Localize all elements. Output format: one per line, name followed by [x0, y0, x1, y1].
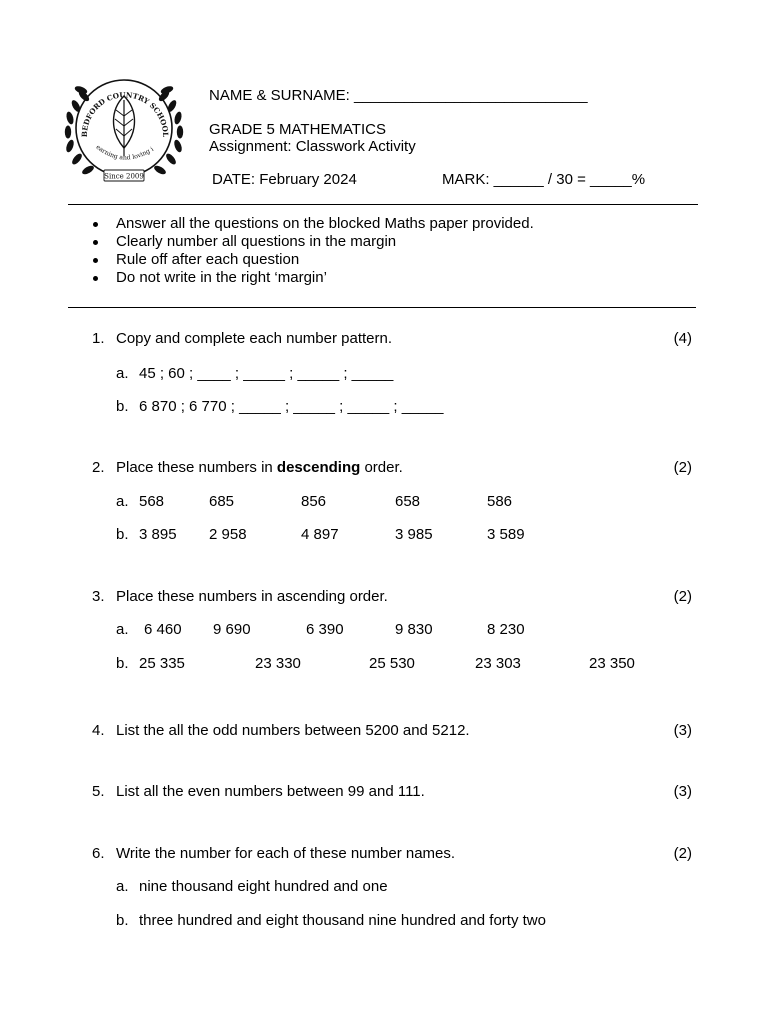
assignment-title: Assignment: Classwork Activity [209, 138, 416, 155]
number-value: 6 460 [144, 621, 182, 638]
question-text: Place these numbers in descending order. [116, 459, 403, 476]
instructions-divider [68, 307, 696, 308]
number-value: 586 [487, 493, 513, 510]
number-value: 3 589 [487, 526, 525, 543]
number-value: 685 [209, 493, 235, 510]
question-number: 2. [92, 459, 105, 476]
header-divider [68, 204, 698, 205]
question-number: 6. [92, 845, 105, 862]
sub-question-label: b. [116, 526, 129, 543]
logo-since: Since 2009 [104, 172, 144, 181]
question-marks: (3) [673, 722, 692, 739]
question-marks: (2) [673, 588, 692, 605]
sub-question-label: a. [116, 878, 129, 895]
number-value: 9 830 [395, 621, 433, 638]
number-value: 4 897 [301, 526, 339, 543]
number-value: 25 530 [369, 655, 415, 672]
question-text: Place these numbers in ascending order. [116, 588, 388, 605]
question-number: 1. [92, 330, 105, 347]
sub-question-label: a. [116, 493, 129, 510]
number-value: 2 958 [209, 526, 247, 543]
number-value: 23 350 [589, 655, 635, 672]
instruction-item: Rule off after each question [90, 251, 534, 269]
subject-title: GRADE 5 MATHEMATICS [209, 121, 386, 138]
number-value: 856 [301, 493, 327, 510]
number-value: 3 985 [395, 526, 433, 543]
sub-question-label: b. [116, 655, 129, 672]
question-marks: (4) [673, 330, 692, 347]
instruction-item: Answer all the questions on the blocked Maths paper provided. [90, 215, 534, 233]
date-label: DATE: February 2024 [212, 171, 357, 188]
instruction-item: Do not write in the right ‘margin’ [90, 269, 534, 287]
instruction-item: Clearly number all questions in the margin [90, 233, 534, 251]
sub-question-text: 45 ; 60 ; ____ ; _____ ; _____ ; _____ [139, 365, 394, 382]
number-value: 568 [139, 493, 165, 510]
number-value: 8 230 [487, 621, 525, 638]
sub-question-label: b. [116, 912, 129, 929]
question-number: 4. [92, 722, 105, 739]
name-surname-field: NAME & SURNAME: ____________________________ [209, 87, 588, 104]
sub-question-text: three hundred and eight thousand nine hundred and forty two [139, 912, 546, 929]
sub-question-label: a. [116, 621, 129, 638]
school-logo [58, 66, 190, 190]
question-marks: (2) [673, 845, 692, 862]
question-text: Copy and complete each number pattern. [116, 330, 392, 347]
sub-question-text: 6 870 ; 6 770 ; _____ ; _____ ; _____ ; _____ [139, 398, 444, 415]
question-number: 5. [92, 783, 105, 800]
question-number: 3. [92, 588, 105, 605]
number-value: 23 303 [475, 655, 521, 672]
question-text: List the all the odd numbers between 5200 and 5212. [116, 722, 470, 739]
question-marks: (3) [673, 783, 692, 800]
question-text: Write the number for each of these number names. [116, 845, 456, 862]
number-value: 23 330 [255, 655, 301, 672]
number-value: 658 [395, 493, 421, 510]
emphasis-word: descending [276, 459, 361, 476]
number-value: 3 895 [139, 526, 177, 543]
number-value: 6 390 [306, 621, 344, 638]
instructions-list [90, 215, 534, 287]
leaf-icon [114, 96, 135, 156]
logo-motto: earning and loving i [94, 143, 155, 162]
sub-question-text: nine thousand eight hundred and one [139, 878, 388, 895]
sub-question-label: b. [116, 398, 129, 415]
mark-label: MARK: ______ / 30 = _____% [442, 171, 646, 188]
sub-question-label: a. [116, 365, 129, 382]
question-text: List all the even numbers between 99 and 111. [116, 783, 425, 800]
logo-ring-text: BEDFORD COUNTRY SCHOOL [79, 90, 171, 138]
number-value: 25 335 [139, 655, 185, 672]
question-marks: (2) [673, 459, 692, 476]
number-value: 9 690 [213, 621, 251, 638]
